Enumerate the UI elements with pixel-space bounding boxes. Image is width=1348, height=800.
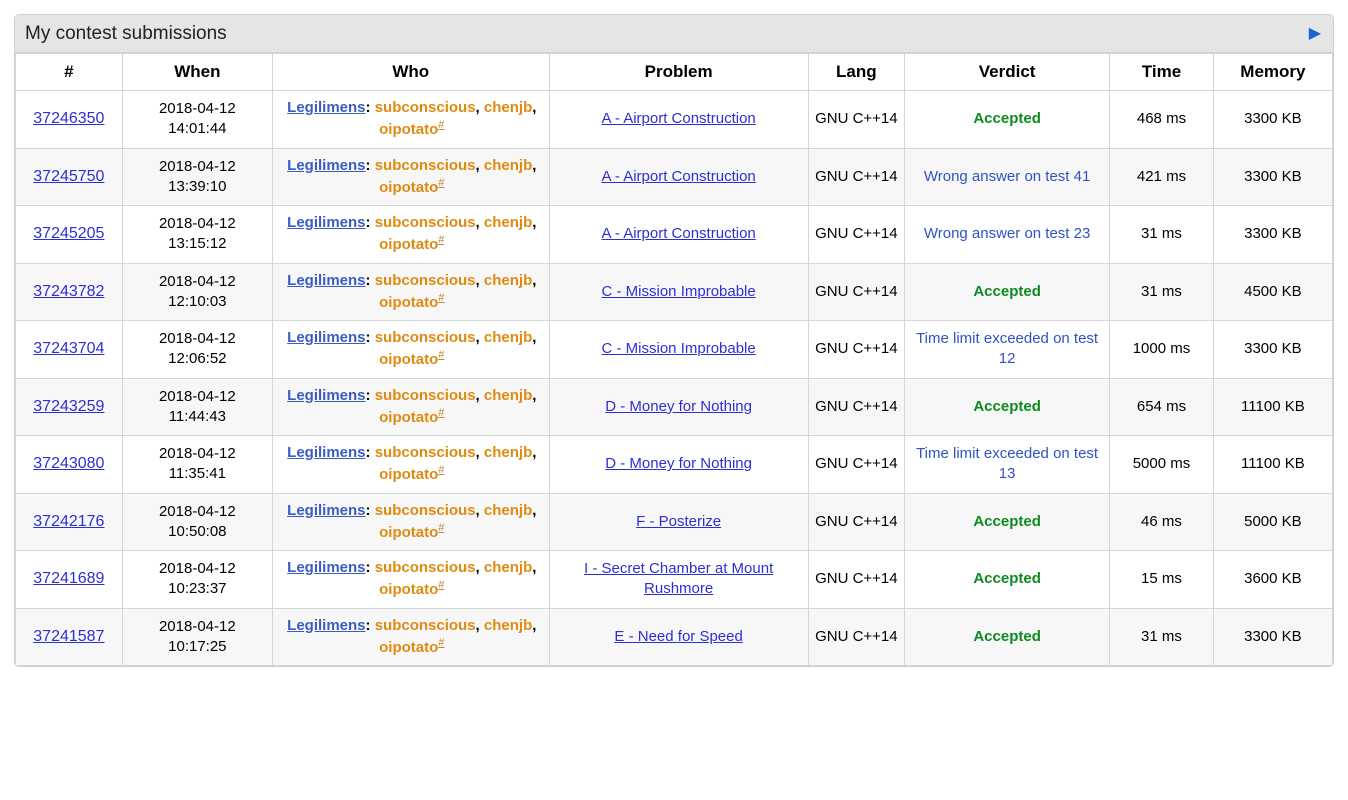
table-header-row (16, 54, 1333, 91)
memory-cell: 3600 KB (1213, 551, 1332, 609)
author-link-2[interactable]: chenjb (483, 156, 533, 174)
submission-id-link[interactable]: 37243080 (33, 455, 105, 473)
team-hash-icon[interactable]: # (438, 521, 445, 534)
submission-id-cell (16, 378, 123, 436)
time-cell: 31 ms (1110, 608, 1214, 666)
column-header-problem: Problem (549, 54, 808, 91)
problem-cell (549, 148, 808, 206)
submission-id-link[interactable]: 37241689 (33, 570, 105, 588)
author-link-1[interactable]: subconscious (374, 386, 476, 404)
language-cell: GNU C++14 (808, 551, 904, 609)
language-cell: GNU C++14 (808, 608, 904, 666)
status-badge: Wrong answer on test 41 (923, 167, 1091, 185)
panel-header (15, 15, 1333, 53)
submission-time-cell: 2018-04-12 13:39:10 (122, 148, 272, 206)
status-badge: Accepted (973, 282, 1041, 300)
comma-separator-2: , (532, 329, 537, 346)
authors-cell (272, 436, 549, 494)
submission-time-cell: 2018-04-12 11:35:41 (122, 436, 272, 494)
submission-id-cell (16, 148, 123, 206)
colon-separator: : (365, 616, 371, 634)
author-link-primary[interactable]: Legilimens (287, 156, 366, 174)
author-link-1[interactable]: subconscious (374, 559, 476, 576)
verdict-cell (905, 321, 1110, 379)
column-header-verdict: Verdict (905, 54, 1110, 91)
comma-separator-1: , (475, 501, 480, 519)
submission-time-cell: 2018-04-12 11:44:43 (122, 378, 272, 436)
authors-cell (272, 608, 549, 666)
authors-cell (272, 321, 549, 379)
author-link-1[interactable]: subconscious (374, 329, 476, 346)
comma-separator-1: , (475, 99, 480, 116)
team-hash-icon[interactable]: # (438, 579, 445, 592)
time-cell: 31 ms (1110, 206, 1214, 264)
problem-cell (549, 493, 808, 551)
submission-id-cell (16, 263, 123, 321)
colon-separator: : (365, 271, 371, 289)
status-badge: Accepted (973, 110, 1041, 128)
table-row (16, 321, 1333, 379)
language-cell: GNU C++14 (808, 436, 904, 494)
problem-cell (549, 436, 808, 494)
time-cell: 654 ms (1110, 378, 1214, 436)
memory-cell: 11100 KB (1213, 378, 1332, 436)
problem-cell (549, 608, 808, 666)
authors-cell (272, 493, 549, 551)
author-link-3[interactable]: oipotato (379, 293, 439, 311)
status-badge: Time limit exceeded on test 12 (916, 330, 1099, 368)
team-hash-icon[interactable]: # (438, 119, 445, 132)
author-link-primary[interactable]: Legilimens (287, 329, 366, 346)
table-row (16, 493, 1333, 551)
submission-id-cell (16, 91, 123, 149)
problem-link[interactable]: E - Need for Speed (614, 627, 743, 645)
column-header-when: When (122, 54, 272, 91)
time-cell: 421 ms (1110, 148, 1214, 206)
verdict-cell (905, 378, 1110, 436)
submission-time-cell: 2018-04-12 10:17:25 (122, 608, 272, 666)
table-row (16, 91, 1333, 149)
authors-cell (272, 206, 549, 264)
submission-time-cell: 2018-04-12 12:10:03 (122, 263, 272, 321)
language-cell: GNU C++14 (808, 378, 904, 436)
author-link-3[interactable]: oipotato (379, 351, 439, 369)
comma-separator-2: , (532, 214, 537, 231)
author-link-1[interactable]: subconscious (374, 156, 476, 174)
submission-id-link[interactable]: 37243782 (33, 282, 105, 300)
problem-link[interactable]: A - Airport Construction (601, 225, 756, 243)
memory-cell: 3300 KB (1213, 608, 1332, 666)
author-link-1[interactable]: subconscious (374, 616, 476, 634)
page-title: My contest submissions (25, 22, 227, 44)
status-badge: Accepted (973, 570, 1041, 588)
submission-id-link[interactable]: 37245205 (33, 225, 105, 243)
table-row (16, 436, 1333, 494)
submission-id-cell (16, 493, 123, 551)
submission-time-cell: 2018-04-12 10:23:37 (122, 551, 272, 609)
language-cell: GNU C++14 (808, 148, 904, 206)
column-header-memory: Memory (1213, 54, 1332, 91)
column-header-time: Time (1110, 54, 1214, 91)
problem-link[interactable]: D - Money for Nothing (605, 455, 752, 473)
status-badge: Accepted (973, 627, 1041, 645)
authors-cell (272, 91, 549, 149)
author-link-3[interactable]: oipotato (379, 466, 439, 484)
memory-cell: 3300 KB (1213, 321, 1332, 379)
comma-separator-2: , (532, 271, 537, 289)
verdict-cell (905, 148, 1110, 206)
comma-separator-2: , (532, 156, 537, 174)
submission-time-cell: 2018-04-12 13:15:12 (122, 206, 272, 264)
memory-cell: 3300 KB (1213, 206, 1332, 264)
submission-id-cell (16, 436, 123, 494)
author-link-2[interactable]: chenjb (483, 271, 533, 289)
problem-link[interactable]: C - Mission Improbable (601, 340, 756, 358)
verdict-cell (905, 263, 1110, 321)
memory-cell: 3300 KB (1213, 148, 1332, 206)
author-link-primary[interactable]: Legilimens (287, 444, 366, 461)
column-header-id: # (16, 54, 123, 91)
author-link-3[interactable]: oipotato (379, 121, 439, 139)
memory-cell: 3300 KB (1213, 91, 1332, 149)
comma-separator-2: , (532, 559, 537, 576)
submission-id-link[interactable]: 37246350 (33, 110, 105, 128)
verdict-cell (905, 608, 1110, 666)
comma-separator-1: , (475, 616, 480, 634)
table-row (16, 206, 1333, 264)
table-row (16, 263, 1333, 321)
verdict-cell (905, 436, 1110, 494)
submission-time-cell: 2018-04-12 10:50:08 (122, 493, 272, 551)
time-cell: 468 ms (1110, 91, 1214, 149)
submission-id-cell (16, 608, 123, 666)
team-hash-icon[interactable]: # (438, 406, 445, 419)
problem-cell (549, 91, 808, 149)
my-contest-submissions-panel (14, 14, 1334, 667)
language-cell: GNU C++14 (808, 91, 904, 149)
comma-separator-1: , (475, 329, 480, 346)
comma-separator-1: , (475, 444, 480, 461)
problem-cell (549, 263, 808, 321)
author-link-3[interactable]: oipotato (379, 638, 439, 656)
author-link-1[interactable]: subconscious (374, 444, 476, 461)
author-link-3[interactable]: oipotato (379, 523, 439, 541)
comma-separator-2: , (532, 444, 537, 461)
colon-separator: : (365, 329, 371, 346)
column-header-who: Who (272, 54, 549, 91)
submission-time-cell: 2018-04-12 12:06:52 (122, 321, 272, 379)
author-link-1[interactable]: subconscious (374, 271, 476, 289)
comma-separator-2: , (532, 501, 537, 519)
colon-separator: : (365, 99, 371, 116)
table-row (16, 551, 1333, 609)
memory-cell: 5000 KB (1213, 493, 1332, 551)
verdict-cell (905, 493, 1110, 551)
team-hash-icon[interactable]: # (438, 464, 445, 477)
submission-id-link[interactable]: 37241587 (33, 627, 105, 645)
memory-cell: 4500 KB (1213, 263, 1332, 321)
author-link-2[interactable]: chenjb (483, 386, 533, 404)
memory-cell: 11100 KB (1213, 436, 1332, 494)
table-row (16, 378, 1333, 436)
problem-cell (549, 378, 808, 436)
author-link-1[interactable]: subconscious (374, 501, 476, 519)
verdict-cell (905, 91, 1110, 149)
submission-id-cell (16, 321, 123, 379)
language-cell: GNU C++14 (808, 321, 904, 379)
colon-separator: : (365, 156, 371, 174)
language-cell: GNU C++14 (808, 493, 904, 551)
comma-separator-2: , (532, 386, 537, 404)
submission-id-cell (16, 206, 123, 264)
author-link-3[interactable]: oipotato (379, 408, 439, 426)
problem-link[interactable]: A - Airport Construction (601, 167, 756, 185)
problem-link[interactable]: D - Money for Nothing (605, 397, 752, 415)
author-link-2[interactable]: chenjb (483, 214, 533, 231)
comma-separator-2: , (532, 99, 537, 116)
author-link-2[interactable]: chenjb (483, 99, 533, 116)
author-link-2[interactable]: chenjb (483, 329, 533, 346)
verdict-cell (905, 206, 1110, 264)
author-link-primary[interactable]: Legilimens (287, 559, 366, 576)
author-link-1[interactable]: subconscious (374, 99, 476, 116)
problem-cell (549, 551, 808, 609)
problem-link[interactable]: A - Airport Construction (601, 110, 756, 128)
author-link-primary[interactable]: Legilimens (287, 214, 366, 231)
column-header-lang: Lang (808, 54, 904, 91)
authors-cell (272, 263, 549, 321)
comma-separator-1: , (475, 559, 480, 576)
submission-id-link[interactable]: 37243704 (33, 340, 105, 358)
author-link-3[interactable]: oipotato (379, 581, 439, 599)
language-cell: GNU C++14 (808, 206, 904, 264)
author-link-primary[interactable]: Legilimens (287, 271, 366, 289)
team-hash-icon[interactable]: # (438, 234, 445, 247)
comma-separator-2: , (532, 616, 537, 634)
comma-separator-1: , (475, 214, 480, 231)
time-cell: 31 ms (1110, 263, 1214, 321)
table-row (16, 608, 1333, 666)
submission-id-link[interactable]: 37243259 (33, 397, 105, 415)
colon-separator: : (365, 214, 371, 231)
colon-separator: : (365, 501, 371, 519)
problem-link[interactable]: I - Secret Chamber at Mount Rushmore (584, 560, 774, 598)
problem-link[interactable]: F - Posterize (636, 512, 722, 530)
submission-id-link[interactable]: 37242176 (33, 512, 105, 530)
status-badge: Accepted (973, 512, 1041, 530)
team-hash-icon[interactable]: # (438, 349, 445, 362)
authors-cell (272, 551, 549, 609)
status-badge: Time limit exceeded on test 13 (916, 445, 1099, 483)
submission-id-link[interactable]: 37245750 (33, 167, 105, 185)
author-link-2[interactable]: chenjb (483, 501, 533, 519)
submissions-table (15, 53, 1333, 666)
author-link-2[interactable]: chenjb (483, 616, 533, 634)
author-link-2[interactable]: chenjb (483, 444, 533, 461)
team-hash-icon[interactable]: # (438, 636, 445, 649)
problem-link[interactable]: C - Mission Improbable (601, 282, 756, 300)
team-hash-icon[interactable]: # (438, 291, 445, 304)
comma-separator-1: , (475, 156, 480, 174)
author-link-3[interactable]: oipotato (379, 178, 439, 196)
author-link-1[interactable]: subconscious (374, 214, 476, 231)
problem-cell (549, 206, 808, 264)
table-row (16, 148, 1333, 206)
author-link-3[interactable]: oipotato (379, 236, 439, 254)
verdict-cell (905, 551, 1110, 609)
author-link-primary[interactable]: Legilimens (287, 386, 366, 404)
author-link-primary[interactable]: Legilimens (287, 501, 366, 519)
comma-separator-1: , (475, 271, 480, 289)
authors-cell (272, 378, 549, 436)
status-badge: Wrong answer on test 23 (923, 225, 1091, 243)
problem-cell (549, 321, 808, 379)
author-link-2[interactable]: chenjb (483, 559, 533, 576)
triangle-right-icon[interactable]: ▶ (1308, 24, 1321, 42)
time-cell: 1000 ms (1110, 321, 1214, 379)
submission-id-cell (16, 551, 123, 609)
language-cell: GNU C++14 (808, 263, 904, 321)
authors-cell (272, 148, 549, 206)
time-cell: 15 ms (1110, 551, 1214, 609)
submission-time-cell: 2018-04-12 14:01:44 (122, 91, 272, 149)
colon-separator: : (365, 444, 371, 461)
colon-separator: : (365, 386, 371, 404)
time-cell: 5000 ms (1110, 436, 1214, 494)
comma-separator-1: , (475, 386, 480, 404)
author-link-primary[interactable]: Legilimens (287, 99, 366, 116)
author-link-primary[interactable]: Legilimens (287, 616, 366, 634)
time-cell: 46 ms (1110, 493, 1214, 551)
colon-separator: : (365, 559, 371, 576)
team-hash-icon[interactable]: # (438, 176, 445, 189)
status-badge: Accepted (973, 397, 1041, 415)
